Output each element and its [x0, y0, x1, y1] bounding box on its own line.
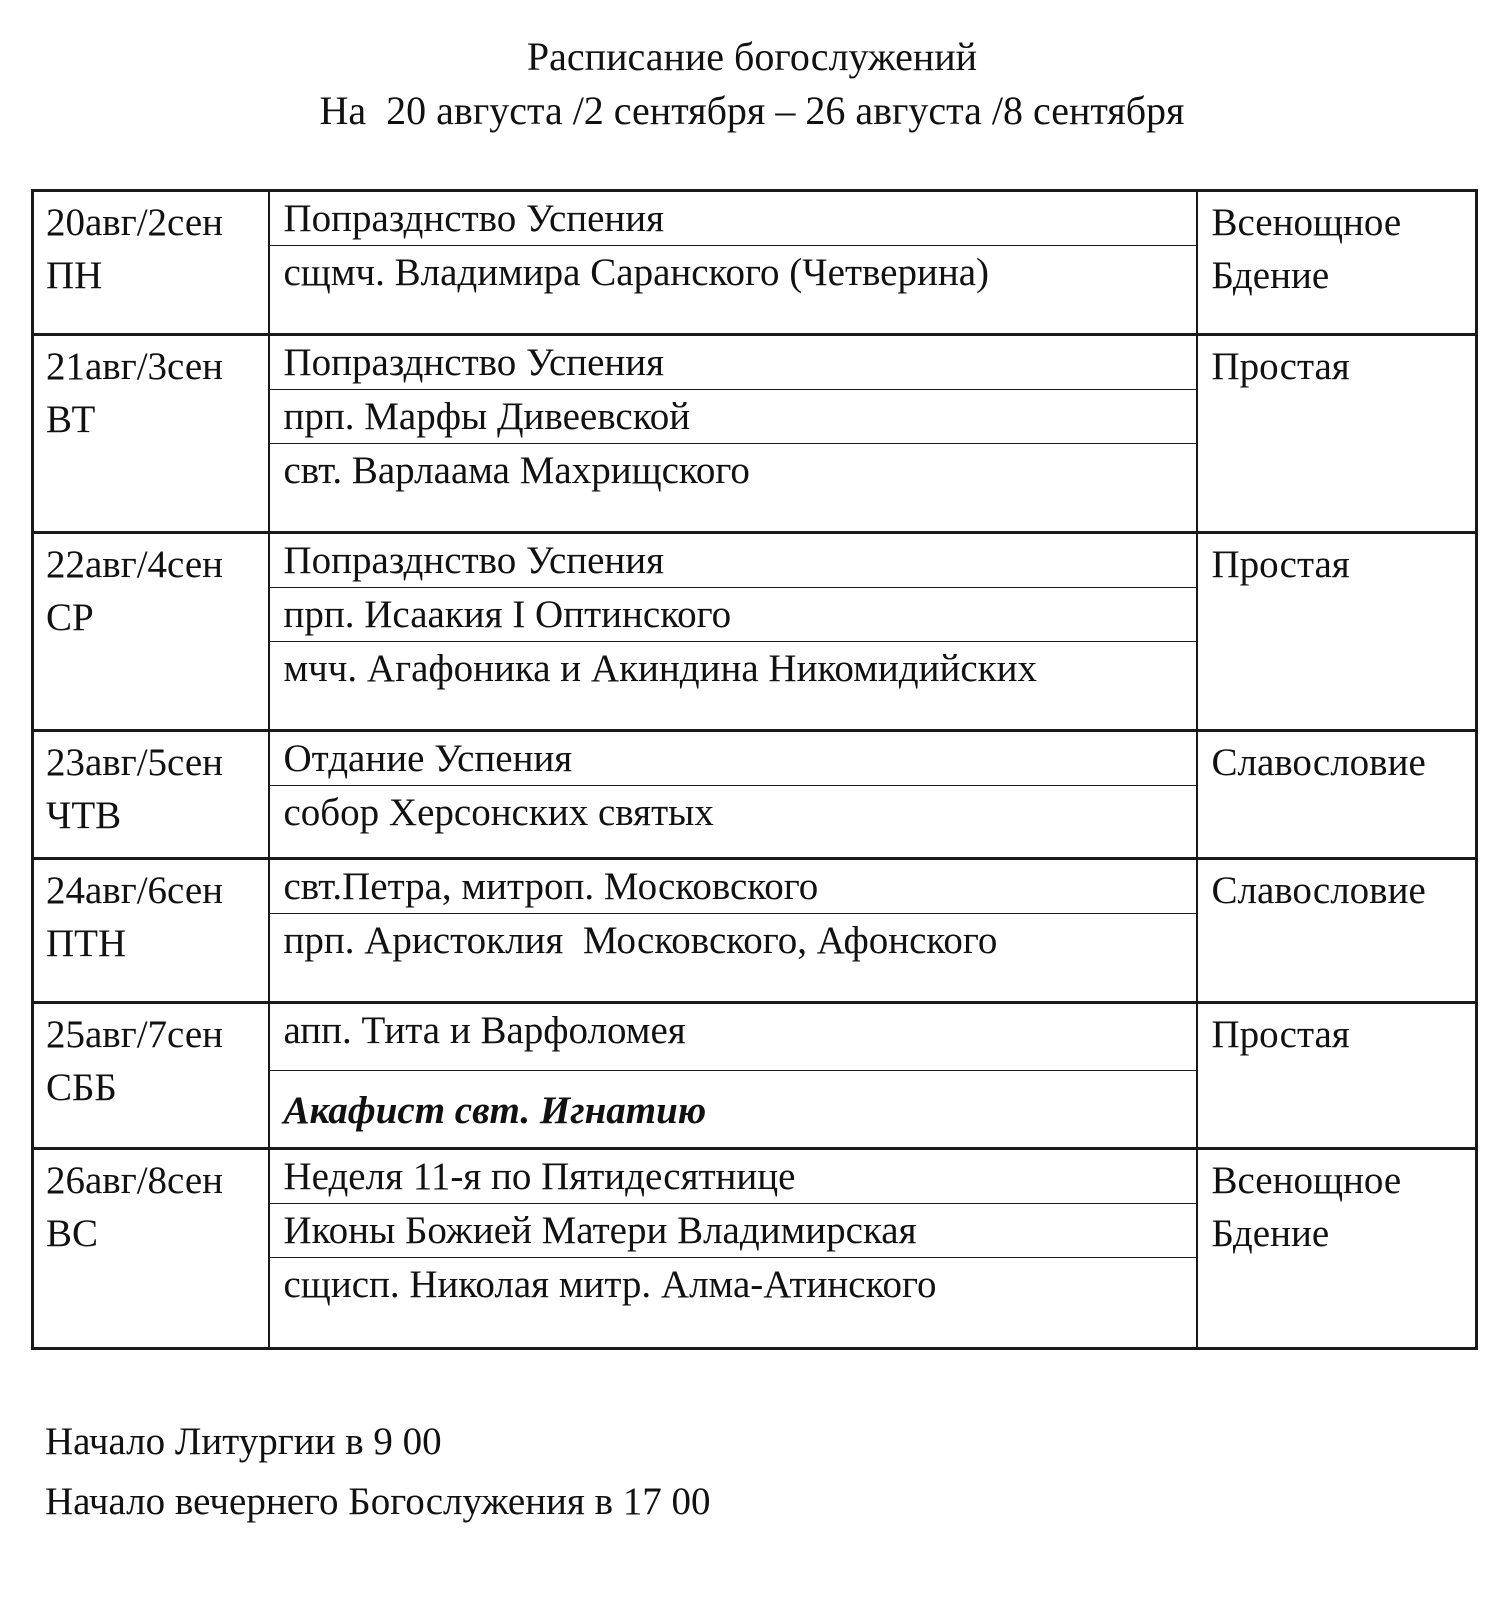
weekday-label: СББ	[46, 1066, 117, 1109]
date-label: 26авг/8сен	[46, 1159, 224, 1202]
service-type-cell	[1197, 1149, 1477, 1349]
service-type-cell	[1197, 191, 1477, 335]
document-header	[0, 30, 1504, 138]
service-type-label: Простая	[1211, 543, 1350, 586]
commemoration-item: прп. Исаакия I Оптинского	[270, 588, 1196, 642]
commemoration-item: свт.Петра, митроп. Московского	[270, 860, 1196, 914]
commemoration-item: Попразднство Успения	[270, 336, 1196, 390]
service-times-footer	[45, 1412, 711, 1532]
commemoration-item: Иконы Божией Матери Владимирская	[270, 1204, 1196, 1258]
service-type-label: Славословие	[1211, 869, 1426, 912]
evening-service-start-time: Начало вечернего Богослужения в 17 00	[45, 1480, 711, 1523]
date-label: 21авг/3сен	[46, 345, 224, 388]
commemorations-cell	[269, 859, 1197, 1003]
service-type-label: Всенощное	[1211, 201, 1402, 244]
date-label: 25авг/7сен	[46, 1013, 224, 1056]
date-cell	[33, 335, 269, 533]
commemoration-item: сщисп. Николая митр. Алма-Атинского	[283, 1263, 937, 1306]
commemorations-cell	[269, 335, 1197, 533]
service-type-label: Простая	[1211, 1013, 1350, 1056]
date-cell	[33, 191, 269, 335]
service-type-cell	[1197, 859, 1477, 1003]
commemoration-item: мчч. Агафоника и Акиндина Никомидийских	[283, 647, 1037, 690]
table-row	[33, 335, 1477, 533]
weekday-label: ПН	[46, 254, 103, 297]
service-type-label: Славословие	[1211, 741, 1426, 784]
table-row	[33, 731, 1477, 859]
date-cell	[33, 1149, 269, 1349]
service-type-cell	[1197, 335, 1477, 533]
weekday-label: ПТН	[46, 922, 127, 965]
commemoration-item: Попразднство Успения	[270, 534, 1196, 588]
liturgy-start-time: Начало Литургии в 9 00	[45, 1420, 442, 1463]
commemorations-cell	[269, 191, 1197, 335]
commemoration-item: собор Херсонских святых	[283, 791, 714, 834]
service-type-label: Всенощное	[1211, 1159, 1402, 1202]
commemoration-item: Отдание Успения	[270, 732, 1196, 786]
commemoration-item: сщмч. Владимира Саранского (Четверина)	[283, 251, 990, 294]
table-row	[33, 1003, 1477, 1149]
commemoration-item: прп. Аристоклия Московского, Афонского	[283, 919, 998, 962]
table-row	[33, 533, 1477, 731]
weekday-label: ВТ	[46, 398, 96, 441]
date-cell	[33, 731, 269, 859]
service-type-label: Бдение	[1211, 1212, 1330, 1255]
table-row	[33, 859, 1477, 1003]
akathist-item: Акафист свт. Игнатию	[283, 1089, 707, 1132]
commemorations-cell	[269, 1149, 1197, 1349]
commemorations-cell	[269, 1003, 1197, 1149]
service-type-cell	[1197, 1003, 1477, 1149]
commemorations-cell	[269, 731, 1197, 859]
weekday-label: СР	[46, 596, 94, 639]
date-label: 24авг/6сен	[46, 869, 224, 912]
date-label: 22авг/4сен	[46, 543, 224, 586]
commemoration-item: Неделя 11-я по Пятидесятнице	[270, 1150, 1196, 1204]
date-label: 20авг/2сен	[46, 201, 224, 244]
table-row	[33, 191, 1477, 335]
service-type-cell	[1197, 731, 1477, 859]
page-subtitle: На 20 августа /2 сентября – 26 августа /8 сентября	[319, 88, 1185, 133]
service-type-label: Бдение	[1211, 254, 1330, 297]
commemoration-item: Попразднство Успения	[270, 192, 1196, 246]
date-cell	[33, 533, 269, 731]
page-title: Расписание богослужений	[526, 34, 978, 79]
schedule-table	[31, 189, 1478, 1350]
date-cell	[33, 859, 269, 1003]
commemoration-item: прп. Марфы Дивеевской	[270, 390, 1196, 444]
commemoration-item: свт. Варлаама Махрищского	[283, 449, 750, 492]
commemoration-item: апп. Тита и Варфоломея	[270, 1004, 1196, 1071]
date-label: 23авг/5сен	[46, 741, 224, 784]
service-type-cell	[1197, 533, 1477, 731]
commemorations-cell	[269, 533, 1197, 731]
weekday-label: ВС	[46, 1212, 99, 1255]
table-row	[33, 1149, 1477, 1349]
weekday-label: ЧТВ	[46, 794, 122, 837]
date-cell	[33, 1003, 269, 1149]
service-type-label: Простая	[1211, 345, 1350, 388]
